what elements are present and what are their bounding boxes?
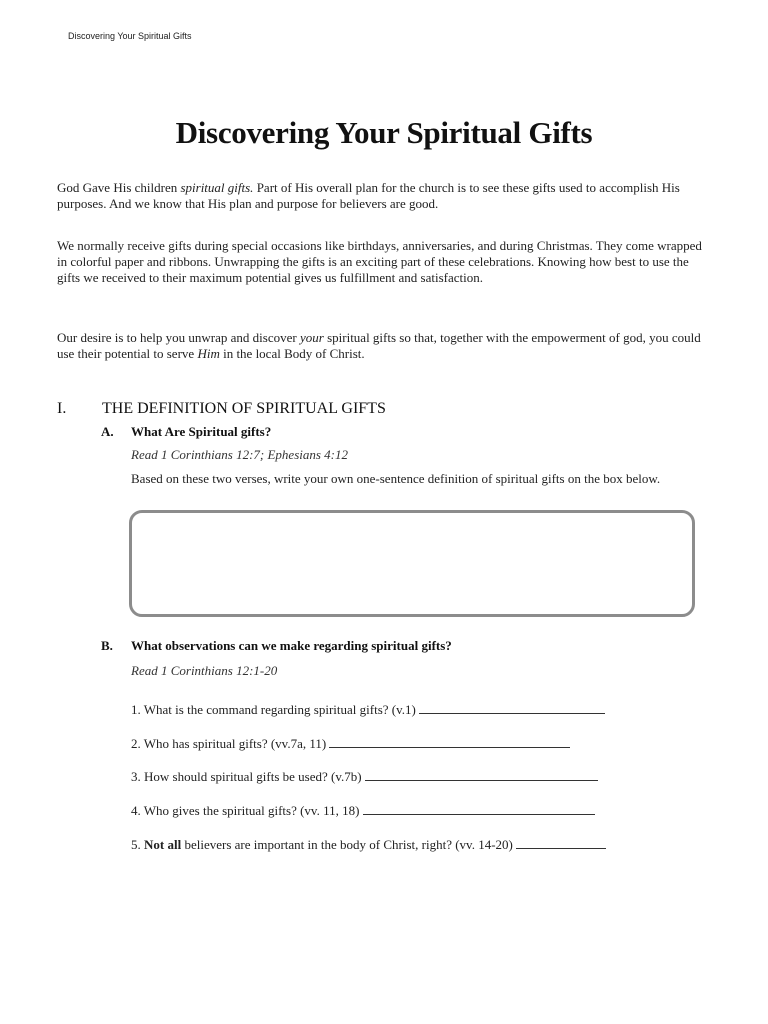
question-1 xyxy=(131,701,605,718)
intro-p3-emphasis-him: Him xyxy=(197,346,220,361)
question-1-answer-line[interactable] xyxy=(419,701,605,714)
page-title: Discovering Your Spiritual Gifts xyxy=(175,115,593,150)
intro-paragraph-3 xyxy=(57,330,707,362)
question-2-answer-line[interactable] xyxy=(329,735,570,748)
running-header: Discovering Your Spiritual Gifts xyxy=(68,31,192,41)
intro-p3-text-c: in the local Body of Christ. xyxy=(219,346,365,361)
question-5-text: believers are important in the body of Christ, right? (vv. 14-20) xyxy=(181,837,517,852)
subsection-a-reading: Read 1 Corinthians 12:7; Ephesians 4:12 xyxy=(131,447,349,462)
question-4-text: 4. Who gives the spiritual gifts? (vv. 11, 18) xyxy=(131,803,363,818)
definition-instruction: Based on these two verses, write your own one-sentence definition of spiritual gifts on the box below. xyxy=(131,471,661,486)
question-3-answer-line[interactable] xyxy=(365,768,598,781)
subsection-a-title: What Are Spiritual gifts? xyxy=(131,424,272,439)
question-2-text: 2. Who has spiritual gifts? (vv.7a, 11) xyxy=(131,736,330,751)
question-2 xyxy=(131,735,570,752)
question-3-text: 3. How should spiritual gifts be used? (v.7b) xyxy=(131,769,365,784)
intro-paragraph-2: We normally receive gifts during special occasions like birthdays, anniversaries, and during Christmas. They come wrapped in colorful paper and ribbons. Unwrapping the gifts is an exciting part of these celebrations. Knowing how best to use the gifts we received to their maximum potential gives us fulfillment and satisfaction. xyxy=(57,238,702,285)
section-number: I. xyxy=(57,400,67,417)
subsection-b-reading: Read 1 Corinthians 12:1-20 xyxy=(131,663,278,678)
subsection-b-heading xyxy=(101,638,452,654)
intro-paragraph-1 xyxy=(57,180,707,212)
intro-p3-text-b: spiritual gifts so that, together with the empowerment of god, you could use their potential to serve xyxy=(57,330,701,361)
intro-p1-emphasis: spiritual gifts. xyxy=(180,180,254,195)
question-1-text: 1. What is the command regarding spiritual gifts? (v.1) xyxy=(131,702,420,717)
subsection-b-title: What observations can we make regarding spiritual gifts? xyxy=(131,638,452,653)
question-5-answer-line[interactable] xyxy=(516,836,606,849)
intro-p3-text-a: Our desire is to help you unwrap and discover xyxy=(57,330,300,345)
definition-answer-box[interactable] xyxy=(129,510,695,617)
subsection-a-letter: A. xyxy=(101,424,114,439)
question-5-bold: Not all xyxy=(144,837,182,852)
intro-p1-text-b: Part of His overall plan for the church is to see these gifts used to accomplish His purposes. And we know that His plan and purpose for believers are good. xyxy=(57,180,680,211)
subsection-a-heading xyxy=(101,424,271,440)
question-5 xyxy=(131,836,606,853)
section-title: THE DEFINITION OF SPIRITUAL GIFTS xyxy=(102,400,386,417)
question-3 xyxy=(131,768,598,785)
intro-p3-emphasis-your: your xyxy=(299,330,324,345)
question-4-answer-line[interactable] xyxy=(363,802,595,815)
subsection-b-letter: B. xyxy=(101,638,113,653)
question-5-prefix: 5. xyxy=(131,837,144,852)
question-4 xyxy=(131,802,595,819)
intro-p1-text-a: God Gave His children xyxy=(57,180,181,195)
